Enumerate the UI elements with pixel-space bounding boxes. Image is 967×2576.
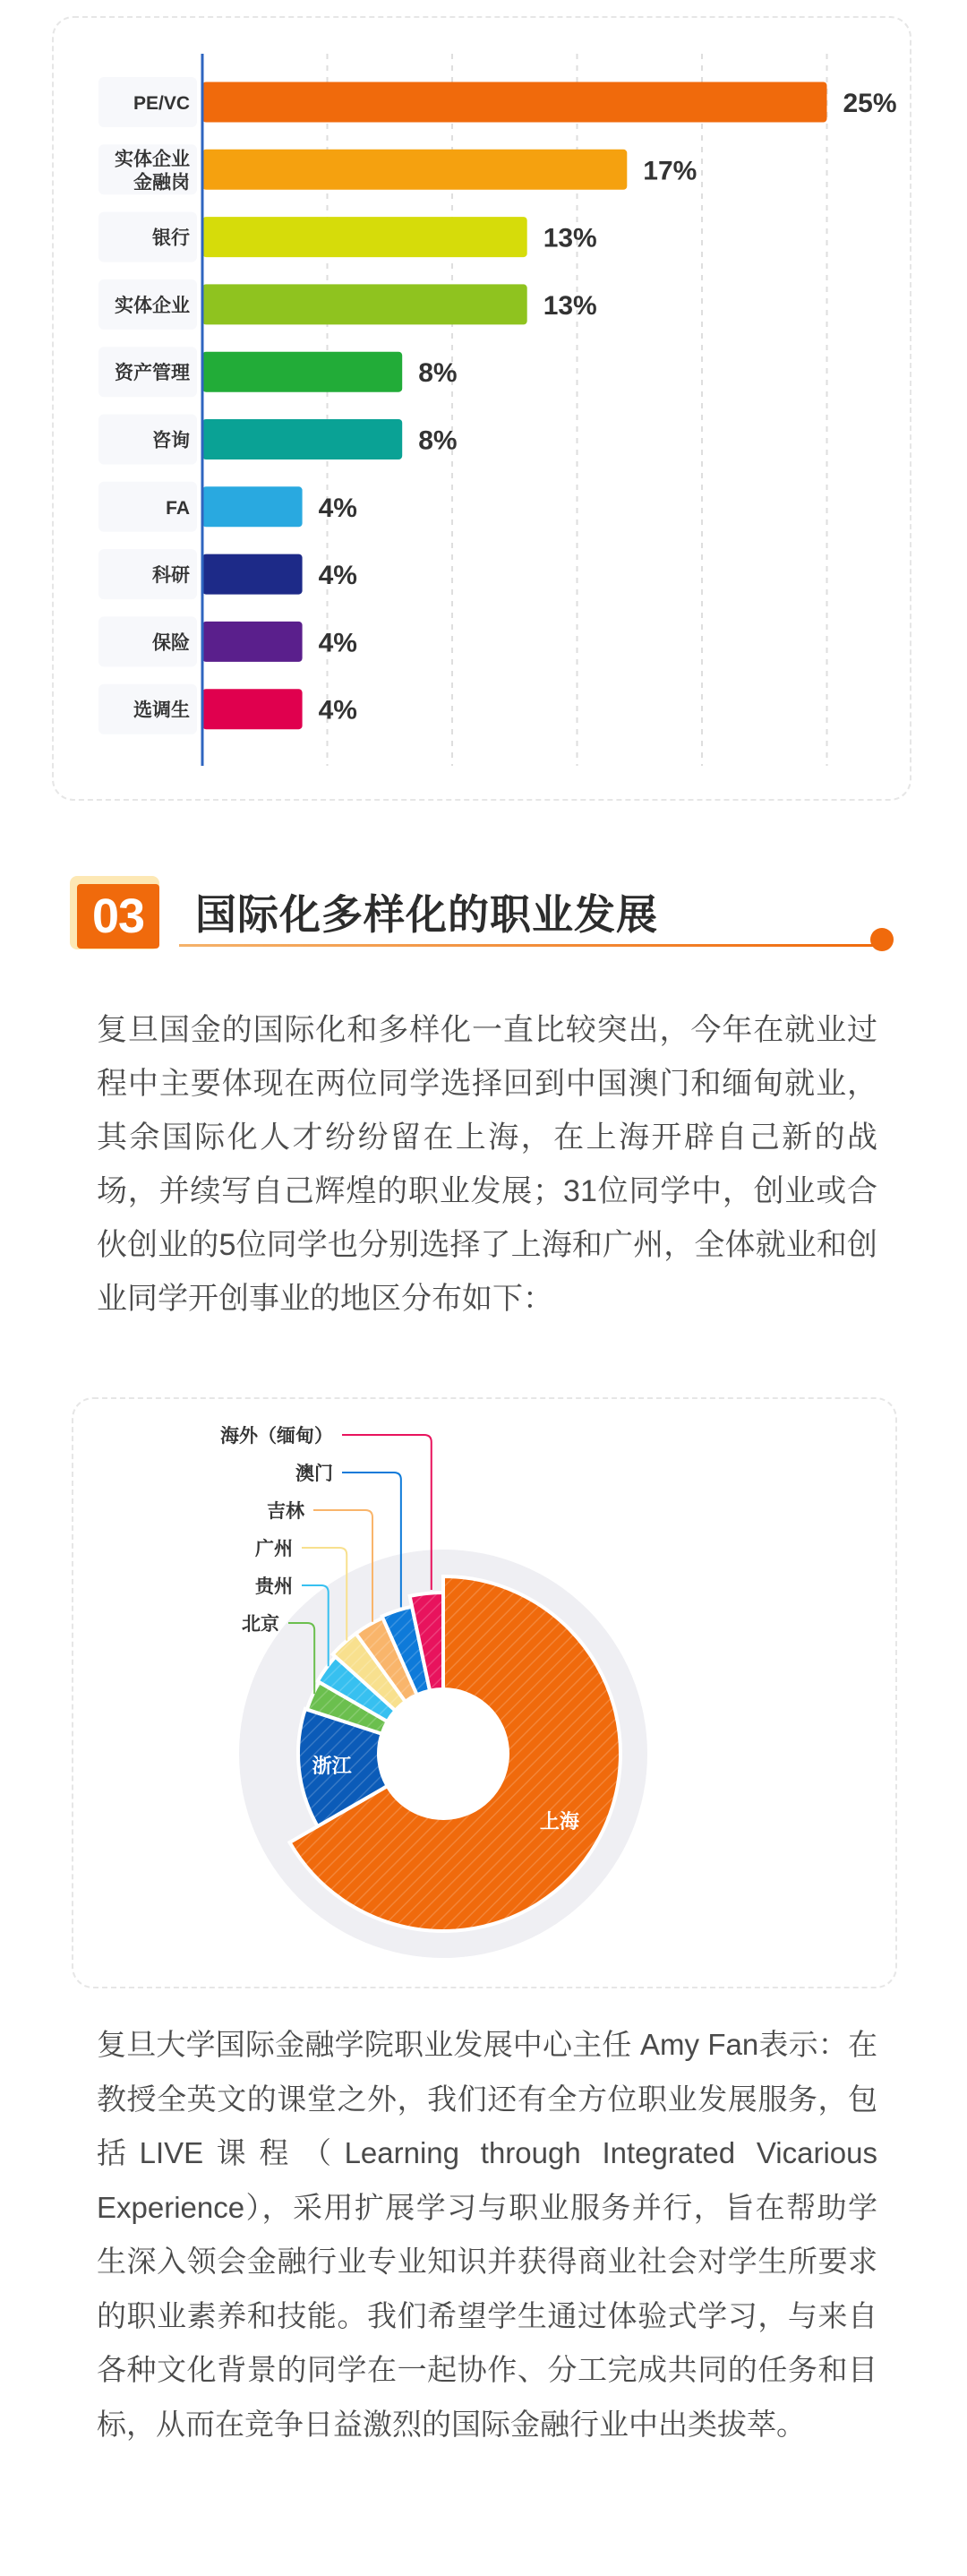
bar <box>202 150 627 190</box>
category-label: 选调生 <box>133 700 190 721</box>
category-label: 实体企业 <box>115 295 190 316</box>
bar <box>202 419 402 459</box>
category-label: 科研 <box>152 565 190 587</box>
category-label: 咨询 <box>152 430 190 451</box>
bar <box>202 284 527 324</box>
value-label: 4% <box>318 493 357 523</box>
section-title: 国际化多样化的职业发展 <box>195 891 658 938</box>
bar-row-0 <box>98 77 897 127</box>
section-number: 03 <box>77 884 159 949</box>
bar <box>202 352 402 392</box>
value-label: 8% <box>418 425 458 456</box>
bar <box>202 486 303 527</box>
career-bar-chart <box>54 18 913 803</box>
section-number-badge <box>70 876 159 949</box>
intro-paragraph: 复旦国金的国际化和多样化一直比较突出，今年在就业过程中主要体现在两位同学选择回到中国澳门和缅甸就业，其余国际化人才纷纷留在上海，在上海开辟自己新的战场，并续写自己辉煌的职业发展；31位同学中，创业或合伙创业的5位同学也分别选择了上海和广州，全体就业和创业同学开创事业的地区分布如下： <box>97 1013 877 1316</box>
value-label: 13% <box>543 290 597 321</box>
bar <box>202 554 303 595</box>
value-label: 8% <box>418 358 458 389</box>
inside-label: 上海 <box>539 1810 579 1833</box>
value-label: 4% <box>318 628 357 658</box>
bar-row-9 <box>98 684 357 734</box>
bar <box>202 689 303 729</box>
inside-label: 浙江 <box>312 1755 352 1778</box>
bar <box>202 217 527 257</box>
callout-label: 海外（缅甸） <box>220 1426 333 1447</box>
donut-hole <box>379 1689 508 1818</box>
bar-chart-card <box>52 16 911 801</box>
bar-row-4 <box>98 347 458 397</box>
bar-row-7 <box>98 549 357 599</box>
callout-label: 贵州 <box>255 1576 293 1597</box>
value-label: 17% <box>643 156 697 186</box>
bar <box>202 622 303 662</box>
category-label: FA <box>166 497 190 519</box>
quote-paragraph: 复旦大学国际金融学院职业发展中心主任 Amy Fan表示：在教授全英文的课堂之外，我们还有全方位职业发展服务，包括LIVE课程（Learning through Integrated Vicarious Experience），采用扩展学习与职业服务并行，旨在帮助学生深入领会金融行业专业知识并获得商业社会对学生所要求的职业素养和技能。我们希望学生通过体验式学习，与来自各种文化背景的同学在一起协作、分工完成共同的任务和目标，从而在竞争日益激烈的国际金融行业中出类拔萃。 <box>97 2028 877 2441</box>
callout-label: 广州 <box>255 1539 293 1559</box>
bar-row-3 <box>98 279 597 330</box>
value-label: 4% <box>318 695 357 726</box>
bar-row-5 <box>98 415 458 465</box>
title-dot <box>870 928 894 951</box>
bar-row-2 <box>98 212 597 262</box>
title-underline <box>179 944 877 947</box>
region-donut-chart <box>73 1399 899 1990</box>
callout-label: 澳门 <box>295 1464 333 1484</box>
category-label: 银行 <box>152 228 190 249</box>
callout-label: 北京 <box>242 1614 279 1635</box>
value-label: 4% <box>318 561 357 591</box>
value-label: 25% <box>843 89 897 118</box>
bar-row-6 <box>98 482 357 532</box>
callout-label: 吉林 <box>267 1501 304 1522</box>
category-label: 资产管理 <box>115 363 190 384</box>
value-label: 13% <box>543 223 597 253</box>
category-label: PE/VC <box>133 93 190 114</box>
bar-row-8 <box>98 616 357 666</box>
bar <box>202 82 827 123</box>
pie-chart-card <box>72 1397 897 1988</box>
category-label: 保险 <box>152 632 190 654</box>
category-label: 实体企业金融岗 <box>115 149 190 193</box>
bar-row-1 <box>98 144 697 194</box>
